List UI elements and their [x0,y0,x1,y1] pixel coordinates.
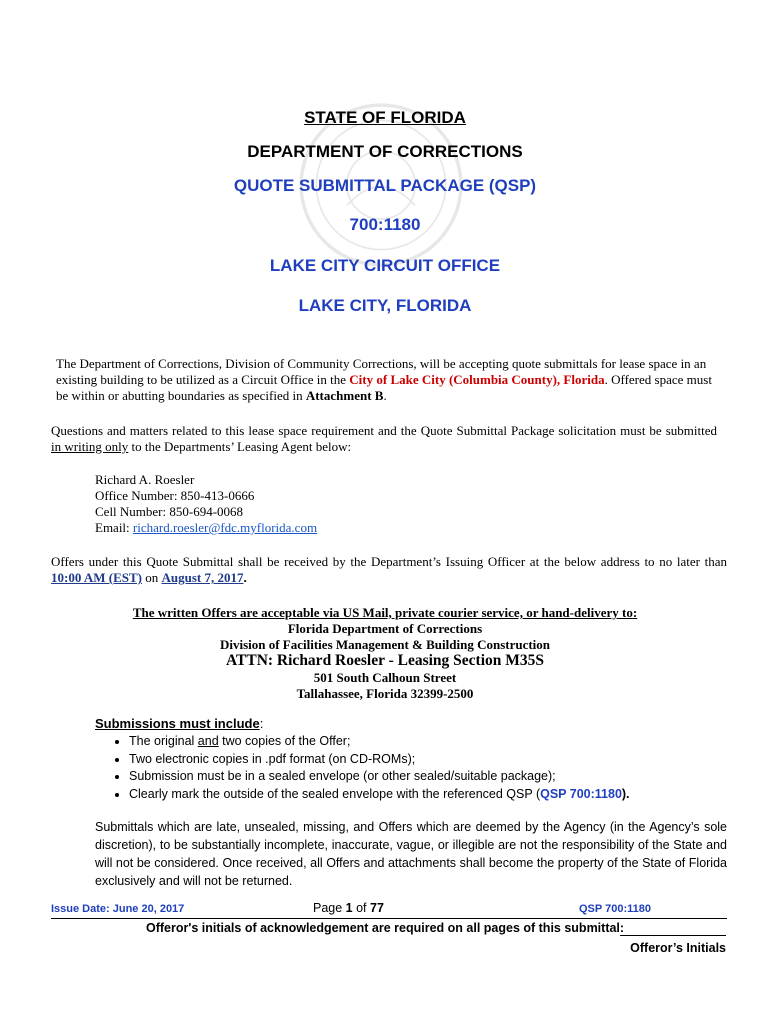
b4-pre: Clearly mark the outside of the sealed envelope with the referenced QSP ( [129,786,541,801]
offers-text-3: . [243,570,247,585]
questions-writing: in writing only [51,439,129,454]
contact-office: Office Number: 850-413-0666 [95,488,255,503]
issue-date: Issue Date: June 20, 2017 [51,903,185,915]
offers-date: August 7, 2017 [161,570,244,585]
questions-text-2: to the Departments’ Leasing Agent below: [128,439,352,454]
list-item: • Two electronic copies in .pdf format (on CD-ROMs); [129,751,729,769]
contact-name: Richard A. Roesler [95,472,195,487]
list-item [129,786,729,804]
location-heading: LAKE CITY, FLORIDA [298,296,472,315]
footer-qsp: QSP 700:1180 [579,903,651,915]
address-line-1: Florida Department of Corrections [287,621,483,636]
acknowledgement-text: Offeror's initials of acknowledgement are required on all pages of this submittal: [146,921,625,935]
offeror-initials-label: Offeror’s Initials [630,941,726,955]
page-number [313,901,384,915]
b1-and: and [197,734,219,748]
submissions-heading-suffix: : [259,716,264,731]
department-heading: DEPARTMENT OF CORRECTIONS [247,142,523,161]
address-title-suffix: : [632,605,638,620]
state-heading: STATE OF FLORIDA [304,108,466,127]
b4-post: ). [621,786,630,801]
address-line-2: Division of Facilities Management & Building Construction [219,637,551,652]
submissions-heading-text: Submissions must include [95,716,260,731]
address-title [0,605,770,621]
offers-time: 10:00 AM (EST) [51,570,142,585]
submissions-heading [95,716,263,731]
list-item: • Submission must be in a sealed envelope (or other sealed/suitable package); [129,768,729,786]
page-footer [51,901,727,919]
questions-paragraph [51,423,717,455]
offers-text-1: Offers under this Quote Submittal shall be received by the Department’s Issuing Officer at the below address to no later than [51,554,727,569]
offers-text-2: on [142,570,162,585]
offers-paragraph [51,554,727,586]
submissions-list [111,733,729,803]
contact-email-link[interactable]: richard.roesler@fdc.myflorida.com [132,520,318,535]
b1-post: two copies of the Offer; [218,734,351,748]
list-item [129,733,729,751]
b1-pre: The original [129,734,198,748]
questions-text-1: Questions and matters related to this lease space requirement and the Quote Submittal Package solicitation must be submitted [51,423,717,438]
intro-city: City of Lake City (Columbia County), Florida [349,372,605,387]
page-of: of [352,901,370,915]
late-submittals-paragraph: Submittals which are late, unsealed, missing, and Offers which are deemed by the Agency (in the Agency’s sole discretion), to be substantially incomplete, inaccurate, vague, or illegible are not the responsibility of the State and will not be considered. Once received, all Offers and attachments shall become the property of the State of Florida exclusively and will not be returned. [95,820,727,888]
qsp-number-heading: 700:1180 [349,215,421,234]
contact-email-label: Email: [95,520,133,535]
contact-cell: Cell Number: 850-694-0068 [95,504,244,519]
page-label: Page [313,901,346,915]
b4-qsp: QSP 700:1180 [540,786,622,801]
package-heading: QUOTE SUBMITTAL PACKAGE (QSP) [233,176,537,195]
page-total: 77 [370,901,384,915]
address-title-text: The written Offers are acceptable via US Mail, private courier service, or hand-delivery to [132,605,633,620]
footer-divider [51,918,727,919]
contact-block [95,472,495,536]
address-line-4: 501 South Calhoun Street [313,670,457,685]
intro-text-2: . Offered space must be within or abutting boundaries as specified in [56,372,712,403]
page-num: 1 [345,901,353,915]
intro-paragraph [56,356,716,404]
contact-email-row [95,520,495,536]
office-heading: LAKE CITY CIRCUIT OFFICE [269,256,501,275]
initials-line[interactable] [620,935,726,936]
intro-text-1: The Department of Corrections, Division of Community Corrections, will be accepting quote submittals for lease space in an existing building to be utilized as a Circuit Office in the [56,356,707,387]
address-line-5: Tallahassee, Florida 32399-2500 [296,686,474,701]
intro-attachment: Attachment B [305,388,384,403]
address-line-3: ATTN: Richard Roesler - Leasing Section M35S [225,652,545,669]
intro-text-3: . [383,388,387,403]
